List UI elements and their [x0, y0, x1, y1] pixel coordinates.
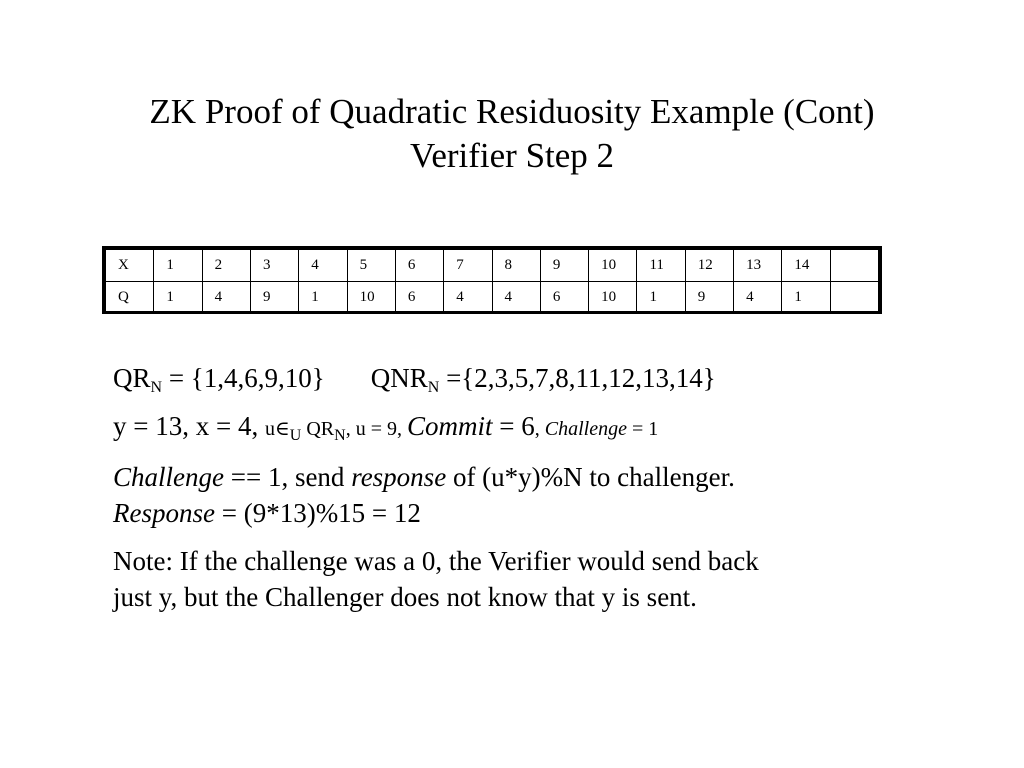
table-cell: 5: [347, 250, 395, 282]
table-cell: 6: [395, 250, 443, 282]
u-value: , u = 9,: [345, 418, 407, 440]
qnr-subscript: N: [427, 379, 440, 396]
table-cell: 1: [154, 250, 202, 282]
commit-label: Commit: [406, 411, 493, 441]
table-cell: 1: [637, 282, 685, 314]
table-cell: 11: [637, 250, 685, 282]
challenge-line: [113, 459, 993, 495]
response-word: response: [351, 462, 447, 492]
response-line: [113, 495, 993, 531]
table-cell: 10: [347, 282, 395, 314]
table-cell: 8: [492, 250, 540, 282]
challenge-value: = 1: [626, 418, 659, 440]
response-value: = (9*13)%15 = 12: [214, 498, 421, 528]
table-cell: 1: [299, 282, 347, 314]
table-cell: 14: [782, 250, 830, 282]
response-label: Response: [113, 498, 215, 528]
residue-table: [102, 246, 882, 314]
table-cell: [830, 282, 878, 314]
note-line-1: Note: If the challenge was a 0, the Verifier would send back: [113, 546, 759, 576]
slide-body: [113, 360, 993, 615]
table-cell: 4: [734, 282, 782, 314]
separator: ,: [534, 418, 545, 440]
table-cell: 6: [540, 282, 588, 314]
y-x-values: y = 13, x = 4,: [113, 411, 265, 441]
challenge-text-2: of (u*y)%N to challenger.: [446, 462, 735, 492]
table-cell: 3: [250, 250, 298, 282]
challenge-text-1: == 1, send: [223, 462, 352, 492]
table-cell: 6: [395, 282, 443, 314]
u-in: u∈: [264, 418, 290, 440]
row-header-q: Q: [106, 282, 154, 314]
table-cell: 10: [589, 282, 637, 314]
table-cell: 13: [734, 250, 782, 282]
qr-ref-subscript: N: [334, 427, 346, 444]
table-cell: 10: [589, 250, 637, 282]
paragraph-gap: [113, 531, 993, 543]
qnr-label: QNR: [370, 363, 428, 393]
table-cell: 2: [202, 250, 250, 282]
table-cell: 12: [685, 250, 733, 282]
table-cell: 7: [444, 250, 492, 282]
table-cell: 1: [782, 282, 830, 314]
challenge-label: Challenge: [544, 418, 627, 440]
paragraph-gap: [113, 447, 993, 459]
row-header-x: X: [106, 250, 154, 282]
table-cell: 4: [299, 250, 347, 282]
table-cell: [830, 250, 878, 282]
qnr-value: ={2,3,5,7,8,11,12,13,14}: [439, 363, 716, 393]
u-subscript: U: [289, 427, 302, 444]
note-line-2: just y, but the Challenger does not know that y is sent.: [113, 582, 697, 612]
slide-title: [0, 90, 1024, 178]
table-cell: 4: [492, 282, 540, 314]
qr-label: QR: [113, 363, 151, 393]
title-line-2: Verifier Step 2: [409, 136, 615, 175]
table-cell: 1: [154, 282, 202, 314]
table-cell: 9: [685, 282, 733, 314]
paragraph-gap: [113, 396, 993, 408]
qr-ref: QR: [301, 418, 335, 440]
table-row-x: [106, 250, 879, 282]
table-cell: 9: [250, 282, 298, 314]
qr-value: = {1,4,6,9,10}: [162, 363, 325, 393]
table-cell: 4: [444, 282, 492, 314]
qr-subscript: N: [150, 379, 163, 396]
title-line-1: ZK Proof of Quadratic Residuosity Example (Cont): [149, 92, 875, 131]
table-cell: 4: [202, 282, 250, 314]
values-line: [113, 408, 993, 447]
table-cell: 9: [540, 250, 588, 282]
table-row-q: [106, 282, 879, 314]
commit-value: = 6: [492, 411, 535, 441]
sets-line: [113, 360, 993, 396]
challenge-word: Challenge: [113, 462, 224, 492]
residue-table-grid: [105, 249, 879, 314]
